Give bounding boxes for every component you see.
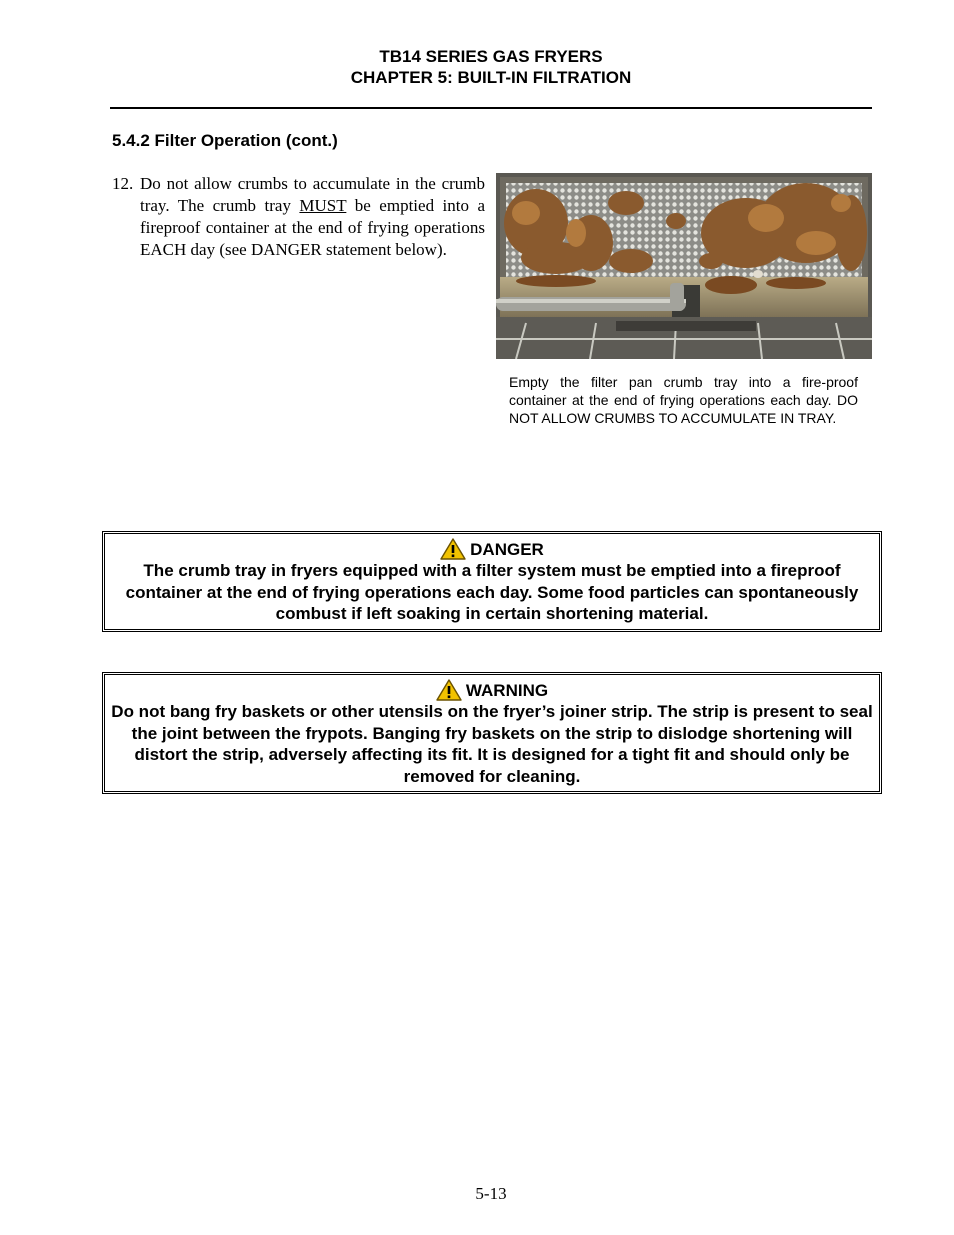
danger-title: DANGER <box>470 539 544 559</box>
warning-triangle-icon <box>440 538 466 560</box>
crumb-tray-photo <box>496 173 872 359</box>
step-text-end: be emptied into a fireproof container at the end of frying operations EACH day (see DANGER statement below). <box>140 196 485 259</box>
danger-body: The crumb tray in fryers equipped with a filter system must be emptied into a fireproof container at the end of frying operations each day. Some food particles can spontaneously combust if left soaking in certain shortening material. <box>125 561 859 623</box>
header-title: TB14 SERIES GAS FRYERS <box>379 47 603 66</box>
header-chapter: CHAPTER 5: BUILT-IN FILTRATION <box>350 68 632 87</box>
step-number: 12. <box>112 174 134 193</box>
warning-box <box>102 672 882 794</box>
warning-title: WARNING <box>465 680 549 700</box>
step-text <box>140 173 485 261</box>
danger-title-row <box>106 538 878 560</box>
step-emphasis: MUST <box>299 196 347 215</box>
figure-caption: Empty the filter pan crumb tray into a fire-proof container at the end of frying operations each day. DO NOT ALLOW CRUMBS TO ACCUMULATE IN TRAY. <box>509 374 858 426</box>
warning-title-row <box>106 679 878 701</box>
page-header <box>0 46 954 88</box>
warning-triangle-icon <box>436 679 462 701</box>
warning-body: Do not bang fry baskets or other utensils on the fryer’s joiner strip. The strip is present to seal the joint between the frypots. Banging fry baskets on the strip to dislodge shortening will distort the strip, adversely affecting its fit. It is designed for a tight fit and should only be removed for cleaning. <box>111 702 873 786</box>
header-divider <box>110 107 872 109</box>
step-text-start: Do not allow crumbs to accumulate in the crumb tray. The crumb tray <box>140 174 485 215</box>
section-heading: 5.4.2 Filter Operation (cont.) <box>112 131 338 150</box>
step-12 <box>112 173 485 261</box>
page-number: 5-13 <box>475 1184 507 1203</box>
danger-box <box>102 531 882 632</box>
